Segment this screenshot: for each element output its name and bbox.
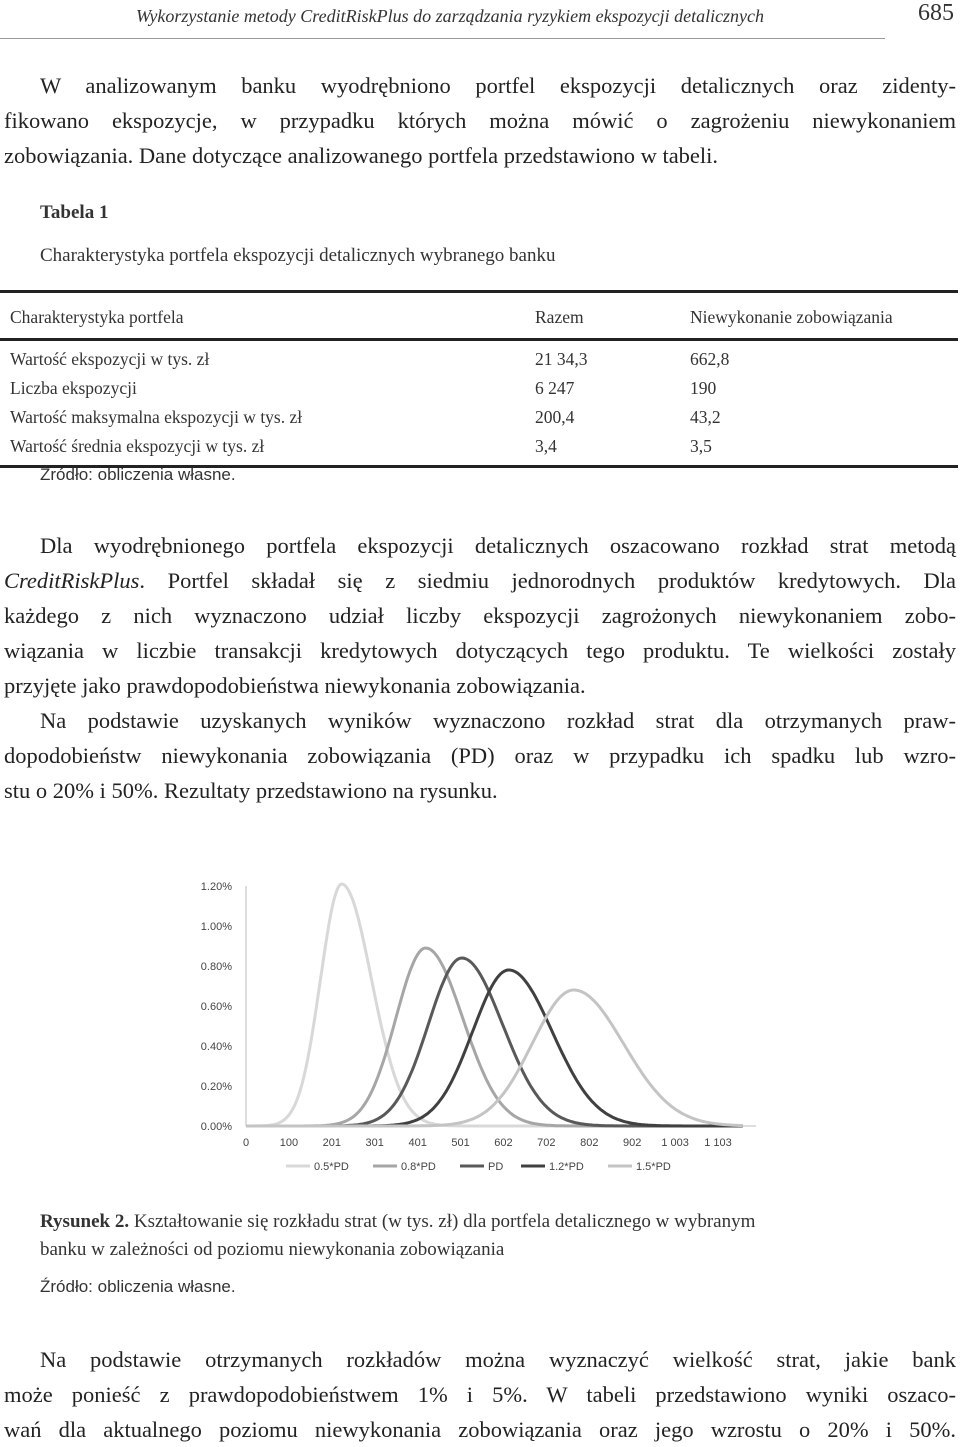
x-tick-label: 0 [242,1137,250,1149]
table-cell: Wartość ekspozycji w tys. zł [10,349,210,369]
table-row [0,374,958,403]
paragraph-line: wań dla aktualnego poziomu niewykonania zobowiązania oraz jego wzrostu o 20% i 50%. [4,1417,956,1442]
italic-term: CreditRiskPlus [4,568,140,593]
y-tick-label: 1.00% [200,921,232,933]
table-row [0,432,958,467]
series-lines [246,884,743,1126]
portfolio-table [0,290,958,468]
x-tick-label: 401 [408,1137,427,1149]
x-tick-label: 1 003 [661,1137,689,1149]
legend-label: 0.8*PD [401,1161,436,1173]
figure-caption-text: Kształtowanie się rozkładu strat (w tys. zł) dla portfela detalicznego w wybranym [133,1211,756,1232]
column-header: Niewykonanie zobowiązania [690,307,893,327]
x-tick-label: 1 103 [704,1137,732,1149]
x-tick-label: 802 [580,1137,599,1149]
table-cell: 43,2 [690,407,721,427]
table-label: Tabela 1 [40,202,109,223]
paragraph-4 [4,1342,956,1447]
paragraph-line: Na podstawie otrzymanych rozkładów można wyznaczyć wielkość strat, jakie bank [40,1347,956,1372]
legend-label: PD [488,1161,504,1173]
paragraph-line: fikowano ekspozycje, w przypadku których można mówić o zagrożeniu niewykonaniem [4,108,956,133]
page-number: 685 [918,0,954,26]
paragraph-line: może ponieść z prawdopodobieństwem 1% i 5%. W tabeli przedstawiono wyniki oszaco- [4,1382,956,1407]
y-tick-label: 0.20% [200,1081,232,1093]
figure-source: Źródło: obliczenia własne. [40,1277,236,1296]
paragraph-line: stu o 20% i 50%. Rezultaty przedstawiono na rysunku. [4,778,498,803]
legend-label: 1.2*PD [549,1161,584,1173]
table-cell: 662,8 [690,349,730,369]
table-row [0,340,958,375]
x-tick-label: 702 [537,1137,556,1149]
table-title: Charakterystyka portfela ekspozycji detalicznych wybranego banku [40,245,556,266]
table-cell: Liczba ekspozycji [10,378,137,398]
x-tick-label: 602 [494,1137,513,1149]
series-line-1-5-pd [246,990,743,1126]
table-cell: 190 [690,378,717,398]
column-header: Charakterystyka portfela [10,307,184,327]
y-tick-label: 0.40% [200,1041,232,1053]
x-tick-label: 301 [365,1137,384,1149]
y-axis [201,881,246,1133]
paragraph-line: każdego z nich wyznaczono udział liczby ekspozycji zagrożonych niewykonaniem zobo- [4,603,956,628]
table-cell: 200,4 [535,407,575,427]
table-cell: 3,5 [690,436,712,456]
x-tick-label: 201 [322,1137,341,1149]
header-divider [0,38,885,39]
running-title: Wykorzystanie metody CreditRiskPlus do zarządzania ryzykiem ekspozycji detalicznych [136,6,765,26]
x-tick-label: 100 [279,1137,299,1149]
x-axis [243,1126,756,1149]
figure-caption-line2: banku w zależności od poziomu niewykonania zobowiązania [40,1239,505,1260]
table-header-row [0,292,958,340]
paragraph-line: wiązania w liczbie transakcji kredytowych dotyczących tego produktu. Te wielkości zostały [4,638,956,663]
paragraph-line: przyjęte jako prawdopodobieństwa niewykonania zobowiązania. [4,673,586,698]
paragraph-line-rest: . Portfel składał się z siedmiu jednorodnych produktów kredytowych. Dla [139,568,956,593]
paragraph-line: Dla wyodrębnionego portfela ekspozycji detalicznych oszacowano rozkład strat metodą [40,533,956,558]
paragraph-line: W analizowanym banku wyodrębniono portfel ekspozycji detalicznych oraz zidenty- [40,73,956,98]
paragraph-line: dopodobieństw niewykonania zobowiązania (PD) oraz w przypadku ich spadku lub wzro- [4,743,956,768]
x-tick-label: 501 [451,1137,470,1149]
paragraph-line: Na podstawie uzyskanych wyników wyznaczono rozkład strat dla otrzymanych praw- [40,708,956,733]
column-header: Razem [535,307,584,327]
paragraph-line [4,563,956,598]
table-cell: 6 247 [535,378,575,398]
legend-label: 1.5*PD [636,1161,671,1173]
table-cell: Wartość średnia ekspozycji w tys. zł [10,436,265,456]
y-tick-label: 0.00% [200,1121,232,1133]
table-cell: Wartość maksymalna ekspozycji w tys. zł [10,407,303,427]
paragraph-line: zobowiązania. Dane dotyczące analizowanego portfela przedstawiono w tabeli. [4,143,719,168]
paragraph-3 [4,703,956,808]
table-cell: 3,4 [535,436,557,456]
loss-distribution-chart [0,860,960,1190]
chart-legend [286,1161,671,1173]
y-tick-label: 0.60% [200,1001,232,1013]
y-tick-label: 0.80% [200,961,232,973]
legend-label: 0.5*PD [314,1161,349,1173]
figure-label: Rysunek 2. [40,1211,130,1232]
table-source: Źródło: obliczenia własne. [40,465,236,484]
table-row [0,403,958,432]
y-tick-label: 1.20% [200,881,232,893]
x-tick-label: 902 [623,1137,642,1149]
intro-paragraph [4,68,956,173]
table-cell: 21 34,3 [535,349,588,369]
paragraph-2 [4,528,956,703]
figure-caption [40,1208,920,1264]
